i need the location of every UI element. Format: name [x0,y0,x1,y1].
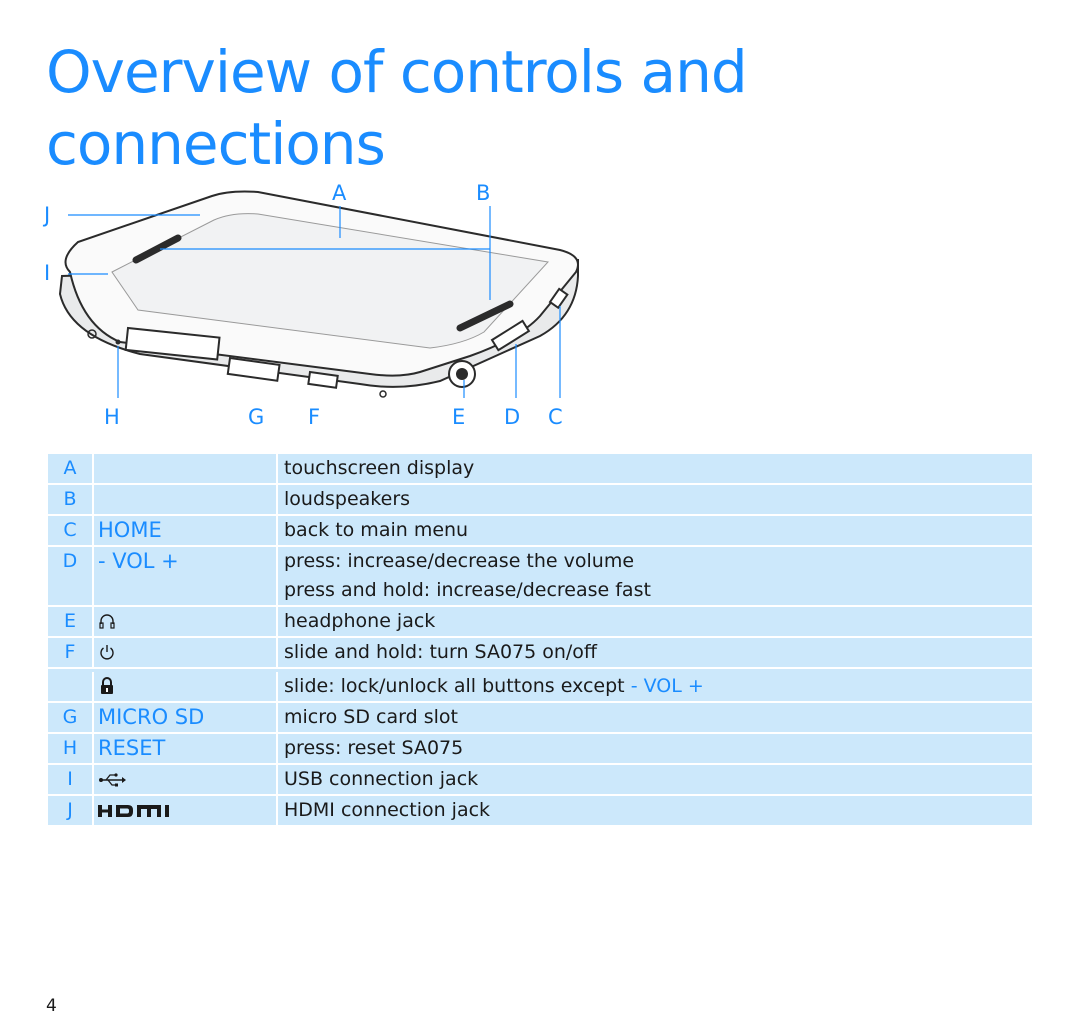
callout-j: J [44,203,51,227]
row-name: MICRO SD [94,703,278,732]
page-title-line1: Overview of controls and [46,38,747,106]
usb-icon [98,772,126,788]
row-letter: D [48,547,94,605]
callout-h: H [104,405,120,429]
table-row [48,638,1032,669]
row-letter: H [48,734,94,763]
row-description [278,638,1032,667]
row-letter: A [48,454,94,483]
callout-e: E [452,405,466,429]
device-diagram [0,176,1080,436]
description-line: press and hold: increase/decrease fast [284,579,651,601]
row-letter: E [48,607,94,636]
page-number: 4 [46,996,57,1016]
callout-d: D [504,405,521,429]
table-row [48,669,1032,703]
row-name [94,485,278,514]
description-line: micro SD card slot [284,706,458,728]
row-letter: G [48,703,94,732]
headphone-icon [98,612,116,630]
callout-f: F [308,405,321,429]
row-description [278,672,1032,701]
table-row [48,703,1032,734]
page-title [46,36,946,180]
page-title-line2: connections [46,110,385,178]
row-letter: I [48,765,94,794]
row-name: HOME [94,516,278,545]
device-illustration [0,176,1080,436]
table-row [48,516,1032,547]
table-row [48,796,1032,827]
row-letter: F [48,638,94,667]
callout-c: C [548,405,563,429]
row-description [278,734,1032,763]
callout-g: G [248,405,265,429]
description-line: slide and hold: turn SA075 on/off [284,641,598,663]
power-icon [98,643,116,661]
description-line: press: reset SA075 [284,737,464,759]
row-letter: J [48,796,94,825]
description-line: touchscreen display [284,457,475,479]
callout-i: I [44,261,51,285]
callout-b: B [476,181,491,205]
row-name [94,765,278,794]
row-description [278,547,1032,605]
row-description [278,485,1032,514]
row-name [94,607,278,636]
description-highlight: - VOL + [630,675,704,697]
row-name [94,796,278,825]
row-name: - VOL + [94,547,278,605]
table-row [48,547,1032,607]
description-line: back to main menu [284,519,469,541]
description-line: HDMI connection jack [284,799,491,821]
description-line: headphone jack [284,610,436,632]
table-row [48,485,1032,516]
table-row [48,607,1032,638]
hdmi-icon [98,803,184,819]
description-line: USB connection jack [284,768,479,790]
row-description [278,454,1032,483]
description-line: loudspeakers [284,488,411,510]
description-line: press: increase/decrease the volume [284,550,635,572]
row-letter: C [48,516,94,545]
row-description [278,607,1032,636]
controls-table [48,452,1032,827]
callout-a: A [332,181,347,205]
row-name [94,454,278,483]
table-row [48,765,1032,796]
row-name [94,638,278,667]
row-description [278,703,1032,732]
lock-icon [98,676,116,696]
row-letter: B [48,485,94,514]
row-description [278,765,1032,794]
row-description [278,796,1032,825]
row-letter [48,672,94,701]
row-name [94,672,278,701]
table-row [48,734,1032,765]
table-row [48,454,1032,485]
row-name: RESET [94,734,278,763]
description-line: slide: lock/unlock all buttons except [284,675,631,697]
row-description [278,516,1032,545]
